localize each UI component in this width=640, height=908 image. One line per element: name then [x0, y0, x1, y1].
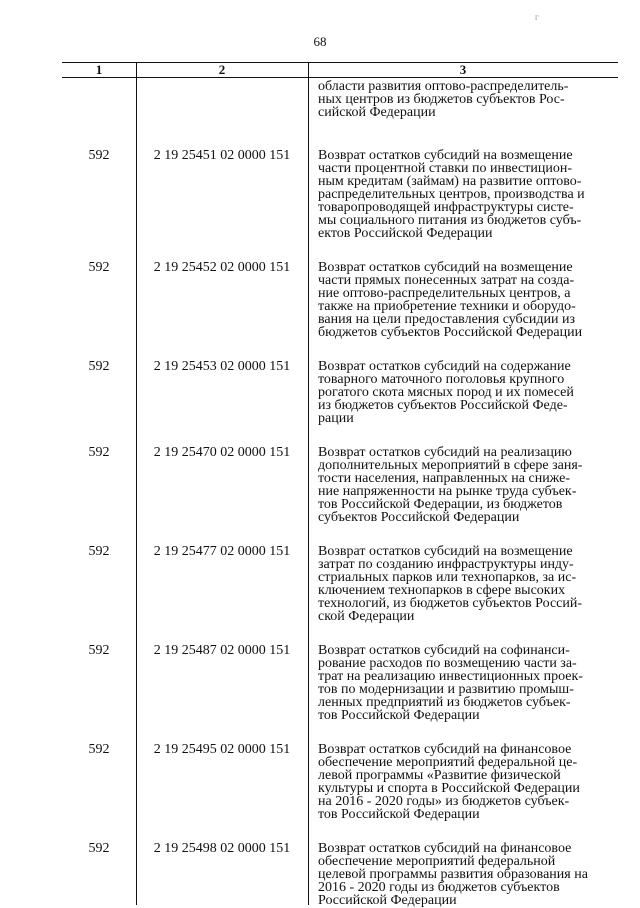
- budget-code-cell: [136, 77, 308, 78]
- admin-code-cell: 592: [88, 359, 110, 374]
- description-cell: [318, 445, 618, 524]
- table-row: [62, 445, 618, 524]
- admin-code-cell: 592: [88, 148, 110, 163]
- admin-code-cell: 592: [88, 544, 110, 559]
- description-line: вания на цели предоставления субсидии из: [318, 312, 576, 327]
- admin-code-cell: 592: [88, 841, 110, 856]
- description-line: товарного маточного поголовья крупного: [318, 372, 565, 387]
- description-line: распределительных центров, производства и: [318, 187, 585, 202]
- description-line: тости населения, направленных на сниже-: [318, 471, 571, 486]
- description-line: ных центров из бюджетов субъектов Рос-: [318, 92, 565, 107]
- description-cell: [318, 544, 618, 623]
- description-line: Возврат остатков субсидий на возмещение: [318, 544, 573, 559]
- description-line: Возврат остатков субсидий на возмещение: [318, 148, 573, 163]
- description-line: стриальных парков или технопарков, за ис-: [318, 570, 577, 585]
- description-cell: [318, 77, 618, 119]
- description-line: части прямых понесенных затрат на созда-: [318, 273, 575, 288]
- description-cell: [318, 260, 618, 339]
- description-line: области развития оптово-распределитель-: [318, 79, 569, 94]
- column-header-3: 3: [459, 62, 467, 77]
- description-line: Возврат остатков субсидий на возмещение: [318, 260, 573, 275]
- description-line: целевой программы развития образования на: [318, 867, 588, 882]
- page-number: 68: [313, 34, 327, 49]
- description-line: рации: [318, 411, 354, 426]
- admin-code-cell: 592: [88, 445, 110, 460]
- column-header-1: 1: [95, 62, 103, 77]
- budget-code-cell: 2 19 25498 02 0000 151: [153, 841, 291, 856]
- description-line: ключением технопарков в сфере высоких: [318, 583, 566, 598]
- description-line: трат на реализацию инвестиционных проек-: [318, 669, 583, 684]
- description-line: ленных предприятий из бюджетов субъек-: [318, 695, 571, 710]
- description-line: ние напряженности на рынке труда субъек-: [318, 484, 577, 499]
- description-line: тов Российской Федерации: [318, 807, 480, 822]
- description-line: ской Федерации: [318, 609, 415, 624]
- description-line: Возврат остатков субсидий на реализацию: [318, 445, 572, 460]
- description-line: рогатого скота мясных пород и их помесей: [318, 385, 574, 400]
- description-line: тов Российской Федерации: [318, 708, 480, 723]
- admin-code-cell: 592: [88, 260, 110, 275]
- description-cell: [318, 742, 618, 821]
- description-line: сийской Федерации: [318, 105, 436, 120]
- description-cell: [318, 359, 618, 425]
- description-line: обеспечение мероприятий федеральной: [318, 854, 556, 869]
- budget-code-cell: 2 19 25477 02 0000 151: [153, 544, 291, 559]
- description-line: обеспечение мероприятий федеральной це-: [318, 755, 578, 770]
- table-header: [62, 62, 618, 78]
- budget-code-cell: 2 19 25452 02 0000 151: [153, 260, 291, 275]
- description-line: левой программы «Развитие физической: [318, 768, 561, 783]
- description-line: ектов Российской Федерации: [318, 226, 493, 241]
- description-cell: [318, 841, 618, 907]
- description-line: технологий, из бюджетов субъектов Россий-: [318, 596, 583, 611]
- budget-code-cell: 2 19 25470 02 0000 151: [153, 445, 291, 460]
- table-row: [62, 643, 618, 722]
- description-line: из бюджетов субъектов Российской Феде-: [318, 398, 568, 413]
- description-line: рование расходов по возмещению части за-: [318, 656, 577, 671]
- description-line: бюджетов субъектов Российской Федерации: [318, 325, 583, 340]
- table-body: [62, 77, 618, 907]
- description-line: тов Российской Федерации, из бюджетов: [318, 497, 563, 512]
- admin-code-cell: [62, 77, 136, 78]
- description-line: Возврат остатков субсидий на софинанси-: [318, 643, 570, 658]
- description-line: также на приобретение техники и оборудо-: [318, 299, 576, 314]
- budget-code-cell: 2 19 25487 02 0000 151: [153, 643, 291, 658]
- description-line: на 2016 - 2020 годы» из бюджетов субъек-: [318, 794, 570, 809]
- description-line: Российской Федерации: [318, 893, 457, 908]
- budget-code-cell: 2 19 25495 02 0000 151: [153, 742, 291, 757]
- description-line: затрат по созданию инфраструктуры инду-: [318, 557, 574, 572]
- table-row: [62, 841, 618, 907]
- description-cell: [318, 148, 618, 240]
- description-line: дополнительных мероприятий в сфере заня-: [318, 458, 583, 473]
- admin-code-cell: 592: [88, 643, 110, 658]
- table-row-continuation: [62, 77, 618, 119]
- description-line: культуры и спорта в Российской Федерации: [318, 781, 580, 796]
- description-line: Возврат остатков субсидий на содержание: [318, 359, 571, 374]
- table-row: [62, 742, 618, 821]
- description-line: субъектов Российской Федерации: [318, 510, 520, 525]
- admin-code-cell: 592: [88, 742, 110, 757]
- description-line: тов по модернизации и развитию промыш-: [318, 682, 574, 697]
- budget-code-cell: 2 19 25451 02 0000 151: [153, 148, 291, 163]
- description-line: 2016 - 2020 годы из бюджетов субъектов: [318, 880, 560, 895]
- description-line: Возврат остатков субсидий на финансовое: [318, 742, 572, 757]
- description-line: части процентной ставки по инвестицион-: [318, 161, 573, 176]
- table-row: [62, 359, 618, 425]
- table-row: [62, 260, 618, 339]
- table-row: [62, 544, 618, 623]
- description-line: ние оптово-распределительных центров, а: [318, 286, 571, 301]
- budget-code-cell: 2 19 25453 02 0000 151: [153, 359, 291, 374]
- description-cell: [318, 643, 618, 722]
- description-line: Возврат остатков субсидий на финансовое: [318, 841, 572, 856]
- corner-mark: г: [535, 12, 539, 22]
- description-line: мы социального питания из бюджетов субъ-: [318, 213, 582, 228]
- table-row: [62, 148, 618, 240]
- description-line: ным кредитам (займам) на развитие оптово-: [318, 174, 582, 189]
- description-line: товаропроводящей инфраструктуры систе-: [318, 200, 574, 215]
- column-header-2: 2: [218, 62, 226, 77]
